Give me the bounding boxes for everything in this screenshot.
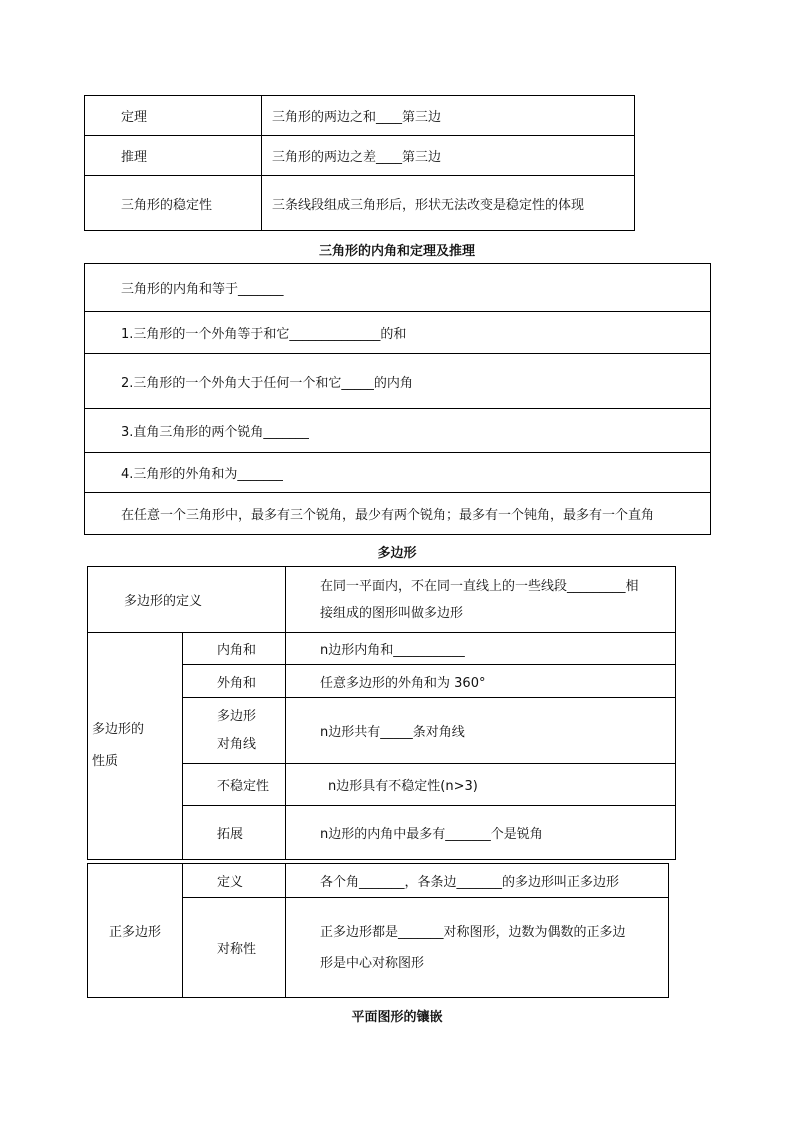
sub-content: n边形内角和___________	[286, 633, 676, 665]
table-row	[85, 493, 711, 535]
sub-label	[183, 698, 286, 764]
sub-label-line: 多边形	[217, 708, 257, 724]
sub-content	[286, 898, 669, 998]
sub-content: n边形的内角中最多有_______个是锐角	[286, 806, 676, 860]
regular-label: 正多边形	[88, 864, 183, 998]
row-content: 三条线段组成三角形后，形状无法改变是稳定性的体现	[262, 176, 635, 231]
definition-line: 在同一平面内，不在同一直线上的一些线段_________相	[320, 578, 639, 594]
table-row	[88, 567, 676, 633]
polygon-table	[87, 566, 676, 860]
row-label: 定理	[85, 96, 262, 136]
heading-angle-sum: 三角形的内角和定理及推理	[318, 244, 475, 259]
sub-label: 不稳定性	[183, 764, 286, 806]
heading-polygon: 多边形	[377, 546, 417, 561]
sub-label-line: 对角线	[217, 736, 257, 752]
property-label	[88, 633, 183, 860]
sub-label: 内角和	[183, 633, 286, 665]
table-row	[85, 409, 711, 453]
symmetry-line: 正多边形都是_______对称图形，边数为偶数的正多边	[320, 924, 626, 940]
row-content: 三角形的内角和等于_______	[85, 264, 711, 312]
sub-label: 对称性	[183, 898, 286, 998]
row-content: 三角形的两边之和____第三边	[262, 96, 635, 136]
definition-line: 接组成的图形叫做多边形	[320, 605, 464, 621]
heading-tiling: 平面图形的镶嵌	[351, 1010, 443, 1025]
sub-content: 各个角_______，各条边_______的多边形叫正多边形	[286, 864, 669, 898]
definition-content	[286, 567, 676, 633]
row-label: 推理	[85, 136, 262, 176]
sub-label: 外角和	[183, 665, 286, 698]
angle-sum-table	[84, 263, 711, 535]
table-row	[85, 264, 711, 312]
regular-polygon-table	[87, 863, 669, 998]
definition-label: 多边形的定义	[88, 567, 286, 633]
table-row	[88, 864, 669, 898]
sub-content: n边形具有不稳定性(n>3)	[286, 764, 676, 806]
row-content: 3.直角三角形的两个锐角_______	[85, 409, 711, 453]
property-label-line: 性质	[92, 754, 119, 769]
row-content: 1.三角形的一个外角等于和它______________的和	[85, 312, 711, 354]
row-content: 2.三角形的一个外角大于任何一个和它_____的内角	[85, 354, 711, 409]
sub-content: n边形共有_____条对角线	[286, 698, 676, 764]
property-label-line: 多边形的	[92, 722, 145, 737]
row-content: 4.三角形的外角和为_______	[85, 453, 711, 493]
row-content: 在任意一个三角形中，最多有三个锐角，最少有两个锐角；最多有一个钝角，最多有一个直角	[85, 493, 711, 535]
table-row	[85, 136, 635, 176]
theorem-table	[84, 95, 635, 231]
sub-label: 定义	[183, 864, 286, 898]
row-label: 三角形的稳定性	[85, 176, 262, 231]
sub-content: 任意多边形的外角和为 360°	[286, 665, 676, 698]
table-row	[85, 176, 635, 231]
table-row	[85, 96, 635, 136]
table-row	[88, 633, 676, 665]
table-row	[85, 354, 711, 409]
table-row	[85, 312, 711, 354]
row-content: 三角形的两边之差____第三边	[262, 136, 635, 176]
sub-label: 拓展	[183, 806, 286, 860]
symmetry-line: 形是中心对称图形	[320, 955, 425, 971]
table-row	[85, 453, 711, 493]
